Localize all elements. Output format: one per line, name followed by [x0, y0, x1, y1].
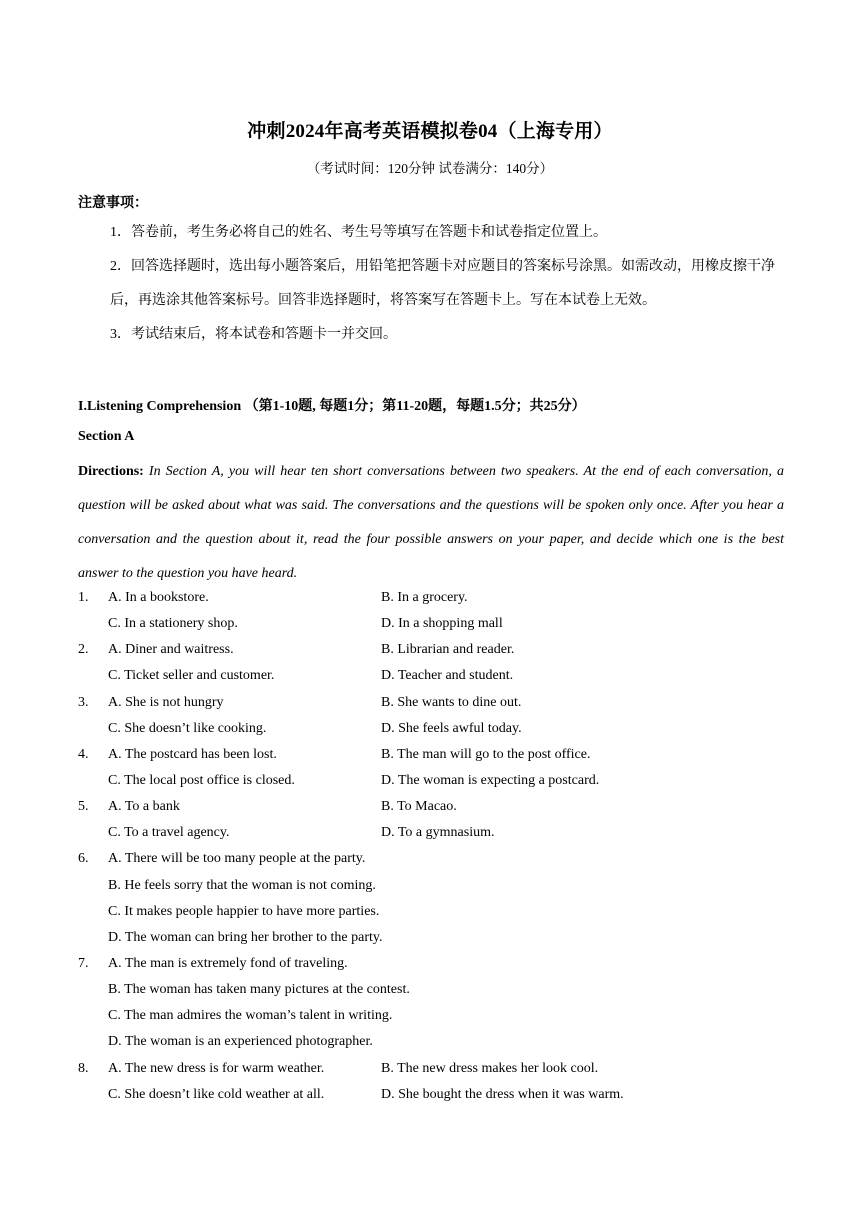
question-line — [78, 846, 784, 872]
answer-option: B. The man will go to the post office. — [381, 746, 591, 762]
question-line — [78, 899, 784, 925]
question-number: 8. — [78, 1060, 89, 1076]
question-line — [78, 690, 784, 716]
question-line — [78, 820, 784, 846]
notice-item: 2．回答选择题时，选出每小题答案后，用铅笔把答题卡对应题目的答案标号涂黑。如需改动，用橡皮擦干净后，再选涂其他答案标号。回答非选择题时，将答案写在答题卡上。写在本试卷上无效。 — [110, 259, 775, 308]
question-line — [78, 873, 784, 899]
answer-option: A. The postcard has been lost. — [108, 746, 277, 762]
answer-option: B. The woman has taken many pictures at the contest. — [108, 982, 410, 998]
answer-option: D. She feels awful today. — [381, 720, 522, 736]
question-line — [78, 663, 784, 689]
answer-option: B. He feels sorry that the woman is not coming. — [108, 877, 376, 893]
question-number: 4. — [78, 746, 89, 762]
question-line — [78, 716, 784, 742]
part-heading: I.Listening Comprehension （第1-10题, 每题1分；第11-20题，每题1.5分；共25分） — [78, 399, 586, 414]
answer-option: C. In a stationery shop. — [108, 616, 238, 632]
answer-option: C. To a travel agency. — [108, 825, 230, 841]
answer-option: D. She bought the dress when it was warm. — [381, 1086, 624, 1102]
question-line — [78, 1003, 784, 1029]
answer-option: C. She doesn’t like cooking. — [108, 720, 267, 736]
answer-option: A. The man is extremely fond of traveling. — [108, 955, 348, 971]
question-line — [78, 611, 784, 637]
question-number: 2. — [78, 642, 89, 658]
answer-option: A. Diner and waitress. — [108, 642, 234, 658]
exam-info: （考试时间：120分钟 试卷满分：140分） — [306, 161, 554, 176]
question-number: 1. — [78, 590, 89, 605]
notice-list — [78, 216, 784, 352]
question-line — [78, 1082, 784, 1108]
question-number: 3. — [78, 694, 89, 710]
answer-option: C. She doesn’t like cold weather at all. — [108, 1086, 325, 1102]
answer-option: C. The local post office is closed. — [108, 772, 295, 788]
question-list — [78, 585, 784, 1108]
question-line — [78, 1029, 784, 1055]
answer-option: A. To a bank — [108, 799, 180, 815]
question-line — [78, 794, 784, 820]
answer-option: B. The new dress makes her look cool. — [381, 1060, 599, 1076]
page-title: 冲刺2024年高考英语模拟卷04（上海专用） — [247, 121, 613, 142]
notice-item: 3．考试结束后，将本试卷和答题卡一并交回。 — [110, 327, 397, 342]
answer-option: A. She is not hungry — [108, 694, 224, 710]
answer-option: C. Ticket seller and customer. — [108, 668, 275, 684]
question-line — [78, 637, 784, 663]
answer-option: D. The woman can bring her brother to the party. — [108, 929, 383, 945]
answer-option: D. The woman is an experienced photographer. — [108, 1034, 373, 1050]
answer-option: C. It makes people happier to have more parties. — [108, 903, 380, 919]
answer-option: C. The man admires the woman’s talent in writing. — [108, 1008, 393, 1024]
answer-option: B. She wants to dine out. — [381, 694, 522, 710]
answer-option: B. In a grocery. — [381, 590, 468, 605]
question-line — [78, 951, 784, 977]
answer-option: B. Librarian and reader. — [381, 642, 515, 658]
answer-option: D. Teacher and student. — [381, 668, 514, 684]
question-line — [78, 768, 784, 794]
answer-option: A. In a bookstore. — [108, 590, 209, 605]
section-heading: Section A — [78, 429, 135, 444]
directions — [78, 455, 784, 591]
answer-option: B. To Macao. — [381, 799, 457, 815]
answer-option: A. The new dress is for warm weather. — [108, 1060, 325, 1076]
question-line — [78, 742, 784, 768]
directions-label: Directions: — [78, 464, 144, 479]
answer-option: D. The woman is expecting a postcard. — [381, 772, 600, 788]
question-number: 7. — [78, 955, 89, 971]
question-line — [78, 585, 784, 611]
notice-item: 1．答卷前，考生务必将自己的姓名、考生号等填写在答题卡和试卷指定位置上。 — [110, 225, 607, 240]
question-line — [78, 977, 784, 1003]
answer-option: A. There will be too many people at the party. — [108, 851, 366, 867]
question-line — [78, 1056, 784, 1082]
question-number: 5. — [78, 799, 89, 815]
directions-text: In Section A, you will hear ten short conversations between two speakers. At the end of each conversation, a question will be asked about what was said. The conversations and the questions will be spoken only once. After you hear a conversation and the question about it, read the four possible answers on your paper, and decide which one is the best answer to the question you have heard. — [78, 464, 784, 581]
question-line — [78, 925, 784, 951]
question-number: 6. — [78, 851, 89, 867]
answer-option: D. To a gymnasium. — [381, 825, 495, 841]
notice-heading: 注意事项： — [78, 196, 148, 211]
answer-option: D. In a shopping mall — [381, 616, 503, 632]
